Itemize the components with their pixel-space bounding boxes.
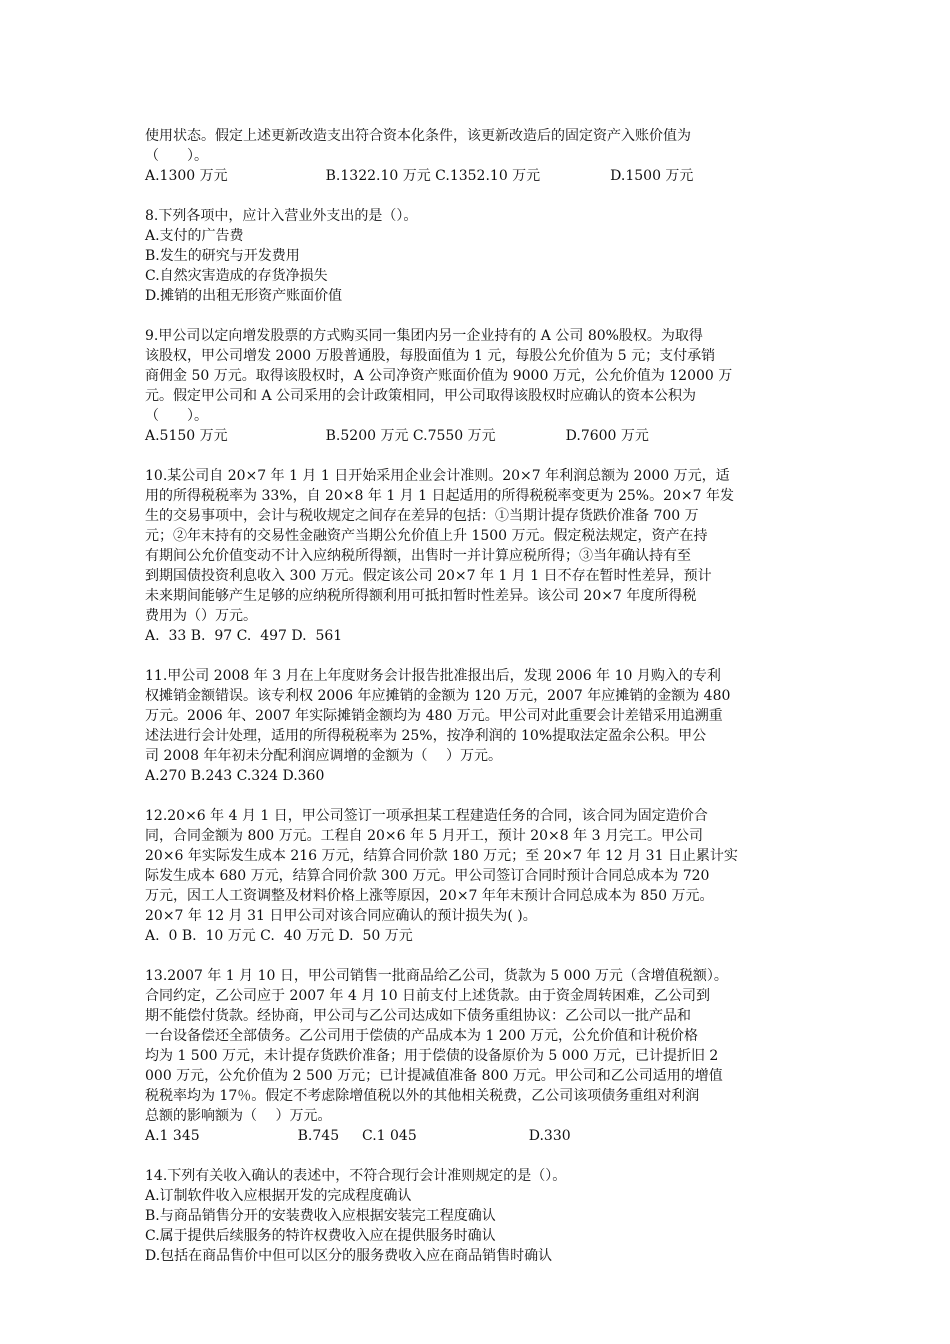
text-line: A. 33 B. 97 C. 497 D. 561 <box>145 628 343 644</box>
text-line: 万元。2006 年、2007 年实际摊销金额均为 480 万元。甲公司对此重要会计差错采用追溯重 <box>145 708 723 724</box>
question-13 <box>145 966 810 1146</box>
text-line: 万元，因工人工资调整及材料价格上涨等原因，20×7 年年末预计合同总成本为 850 万元。 <box>145 888 714 904</box>
text-line: 8.下列各项中，应计入营业外支出的是（）。 <box>145 208 418 224</box>
text-line: 000 万元，公允价值为 2 500 万元；已计提减值准备 800 万元。甲公司和乙公司适用的增值 <box>145 1068 723 1084</box>
text-line: C.属于提供后续服务的特许权费收入应在提供服务时确认 <box>145 1228 496 1244</box>
block-spacer <box>145 786 810 806</box>
question-10 <box>145 466 810 646</box>
text-line: 税税率均为 17％。假定不考虑除增值税以外的其他相关税费，乙公司该项债务重组对利润 <box>145 1088 700 1104</box>
text-line: 费用为（）万元。 <box>145 608 257 624</box>
text-line: 际发生成本 680 万元，结算合同价款 300 万元。甲公司签订合同时预计合同总成本为 720 <box>145 868 710 884</box>
text-line: 期不能偿付货款。经协商，甲公司与乙公司达成如下债务重组协议：乙公司以一批产品和 <box>145 1008 691 1024</box>
text-line: 未来期间能够产生足够的应纳税所得额利用可抵扣暂时性差异。该公司 20×7 年度所得税 <box>145 588 697 604</box>
text-line: 权摊销金额错误。该专利权 2006 年应摊销的金额为 120 万元，2007 年应摊销的金额为 480 <box>145 688 731 704</box>
text-line: A.1 345 B.745 C.1 045 D.330 <box>145 1128 571 1144</box>
question-12 <box>145 806 810 946</box>
text-line: 同，合同金额为 800 万元。工程自 20×6 年 5 月开工，预计 20×8 年 3 月完工。甲公司 <box>145 828 703 844</box>
text-line: 12.20×6 年 4 月 1 日，甲公司签订一项承担某工程建造任务的合同，该合同为固定造价合 <box>145 808 708 824</box>
text-line: 司 2008 年年初未分配利润应调增的金额为（ ）万元。 <box>145 748 502 764</box>
text-line: 20×7 年 12 月 31 日甲公司对该合同应确认的预计损失为( )。 <box>145 908 537 924</box>
text-line: A.1300 万元 B.1322.10 万元 C.1352.10 万元 D.1500 万元 <box>145 168 694 184</box>
text-line: 13.2007 年 1 月 10 日，甲公司销售一批商品给乙公司，货款为 5 000 万元（含增值税额）。 <box>145 968 728 984</box>
block-spacer <box>145 646 810 666</box>
text-line: 元；②年末持有的交易性金融资产当期公允价值上升 1500 万元。假定税法规定，资产在持 <box>145 528 708 544</box>
text-line: 10.某公司自 20×7 年 1 月 1 日开始采用企业会计准则。20×7 年利润总额为 2000 万元，适 <box>145 468 730 484</box>
text-line: A. 0 B. 10 万元 C. 40 万元 D. 50 万元 <box>145 928 413 944</box>
text-line: 有期间公允价值变动不计入应纳税所得额，出售时一并计算应税所得；③当年确认持有至 <box>145 548 691 564</box>
text-line: 使用状态。假定上述更新改造支出符合资本化条件，该更新改造后的固定资产入账价值为 <box>145 128 691 144</box>
text-line: 用的所得税税率为 33%，自 20×8 年 1 月 1 日起适用的所得税税率变更为 25%。20×7 年发 <box>145 488 735 504</box>
text-line: 11.甲公司 2008 年 3 月在上年度财务会计报告批准报出后，发现 2006 年 10 月购入的专利 <box>145 668 721 684</box>
block-spacer <box>145 1146 810 1166</box>
document-body <box>145 126 810 1266</box>
text-line: A.270 B.243 C.324 D.360 <box>145 768 325 784</box>
block-spacer <box>145 186 810 206</box>
text-line: 9.甲公司以定向增发股票的方式购买同一集团内另一企业持有的 A 公司 80%股权。为取得 <box>145 328 703 344</box>
text-line: B.发生的研究与开发费用 <box>145 248 300 264</box>
text-line: 一台设备偿还全部债务。乙公司用于偿债的产品成本为 1 200 万元，公允价值和计税价格 <box>145 1028 698 1044</box>
text-line: 合同约定，乙公司应于 2007 年 4 月 10 日前支付上述货款。由于资金周转困难，乙公司到 <box>145 988 711 1004</box>
text-line: 到期国债投资利息收入 300 万元。假定该公司 20×7 年 1 月 1 日不存在暂时性差异，预计 <box>145 568 712 584</box>
question-8 <box>145 206 810 306</box>
text-line: 20×6 年实际发生成本 216 万元，结算合同价款 180 万元；至 20×7 年 12 月 31 日止累计实 <box>145 848 738 864</box>
text-line: A.5150 万元 B.5200 万元 C.7550 万元 D.7600 万元 <box>145 428 649 444</box>
question-11 <box>145 666 810 786</box>
question-14 <box>145 1166 810 1266</box>
text-line: （ ）。 <box>145 408 208 424</box>
text-line: 总额的影响额为（ ）万元。 <box>145 1108 332 1124</box>
text-line: 生的交易事项中，会计与税收规定之间存在差异的包括：①当期计提存货跌价准备 700 万 <box>145 508 699 524</box>
text-line: 商佣金 50 万元。取得该股权时，A 公司净资产账面价值为 9000 万元，公允价值为 12000 万 <box>145 368 733 384</box>
text-line: 14.下列有关收入确认的表述中，不符合现行会计准则规定的是（）。 <box>145 1168 567 1184</box>
text-line: B.与商品销售分开的安装费收入应根据安装完工程度确认 <box>145 1208 496 1224</box>
text-line: A.订制软件收入应根据开发的完成程度确认 <box>145 1188 412 1204</box>
text-line: 该股权，甲公司增发 2000 万股普通股，每股面值为 1 元，每股公允价值为 5 元；支付承销 <box>145 348 716 364</box>
text-line: C.自然灾害造成的存货净损失 <box>145 268 328 284</box>
block-spacer <box>145 946 810 966</box>
text-line: 元。假定甲公司和 A 公司采用的会计政策相同，甲公司取得该股权时应确认的资本公积为 <box>145 388 697 404</box>
question-9 <box>145 326 810 446</box>
block-spacer <box>145 446 810 466</box>
text-line: （ ）。 <box>145 148 208 164</box>
text-line: 述法进行会计处理，适用的所得税税率为 25%，按净利润的 10%提取法定盈余公积。甲公 <box>145 728 707 744</box>
text-line: A.支付的广告费 <box>145 228 244 244</box>
text-line: 均为 1 500 万元，未计提存货跌价准备；用于偿债的设备原价为 5 000 万元，已计提折旧 2 <box>145 1048 719 1064</box>
text-line: D.摊销的出租无形资产账面价值 <box>145 288 343 304</box>
text-line: D.包括在商品售价中但可以区分的服务费收入应在商品销售时确认 <box>145 1248 553 1264</box>
q7-tail <box>145 126 810 186</box>
block-spacer <box>145 306 810 326</box>
